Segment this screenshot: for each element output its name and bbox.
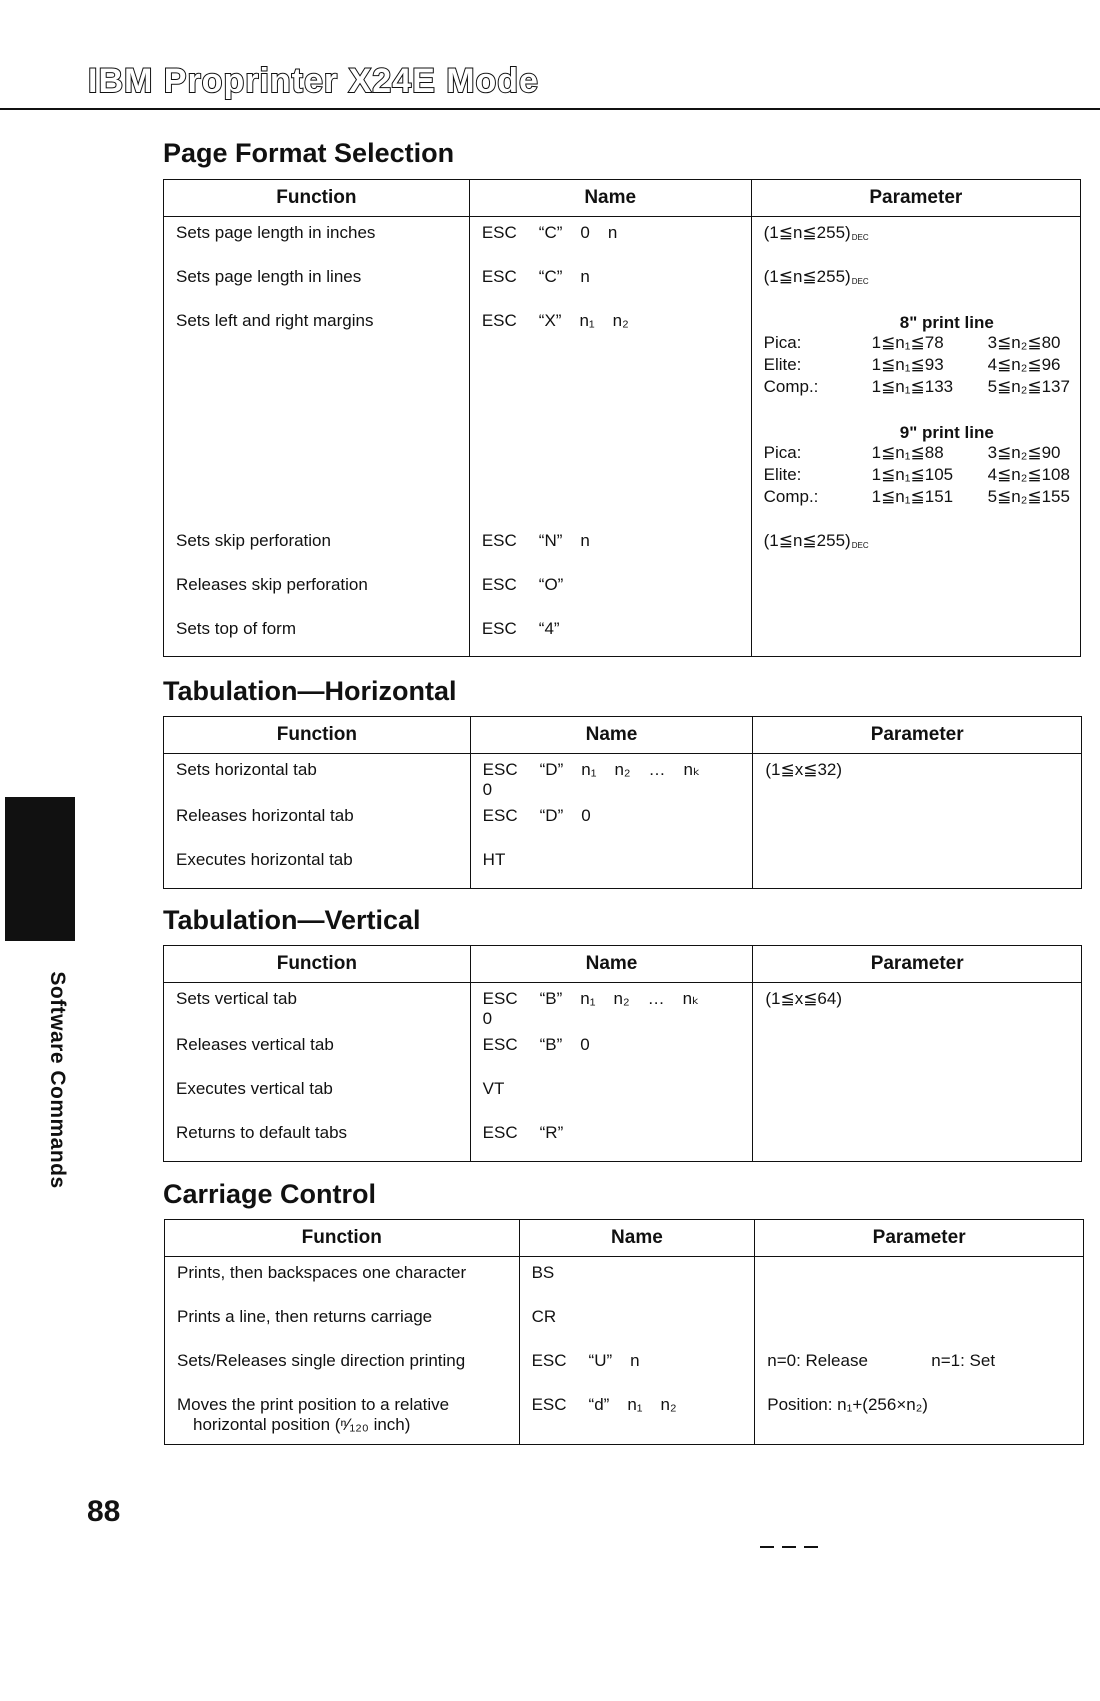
print-line-row bbox=[764, 443, 1070, 465]
print-line-row bbox=[764, 355, 1070, 377]
name-cell bbox=[470, 261, 751, 287]
table-row bbox=[165, 1345, 1084, 1389]
table-row bbox=[164, 525, 1081, 569]
command-token: ESC bbox=[481, 530, 517, 550]
command-token: n₁ bbox=[579, 310, 595, 330]
command-token: “4” bbox=[538, 618, 560, 638]
function-cell: Sets horizontal tab bbox=[176, 760, 317, 779]
command-token: ESC bbox=[481, 266, 517, 286]
column-header-name: Name bbox=[519, 1220, 755, 1257]
tab-vertical-table bbox=[163, 945, 1082, 1162]
page-number: 88 bbox=[87, 1495, 121, 1528]
function-cell: Sets page length in lines bbox=[176, 266, 362, 286]
command-token: ESC bbox=[531, 1350, 567, 1370]
command-token: … bbox=[648, 760, 666, 779]
parameter-release: n=0: Release bbox=[767, 1350, 868, 1370]
command-token: n bbox=[607, 223, 618, 242]
command-token: n bbox=[630, 1350, 640, 1370]
table-row bbox=[165, 1389, 1084, 1445]
print-line-n2-range: 5≦n₂≦137 bbox=[987, 376, 1070, 396]
print-line-n2-range: 4≦n₂≦108 bbox=[987, 464, 1070, 484]
function-cell: Prints, then backspaces one character bbox=[177, 1263, 467, 1282]
command-token: n₂ bbox=[660, 1394, 677, 1414]
print-line-parameters bbox=[752, 305, 1080, 509]
table-row bbox=[164, 800, 1082, 844]
column-header-parameter: Parameter bbox=[753, 946, 1082, 983]
print-line-font: Pica: bbox=[763, 332, 802, 352]
print-line-row bbox=[764, 487, 1070, 509]
column-header-name: Name bbox=[469, 180, 751, 217]
table-row bbox=[164, 613, 1081, 657]
command-token: BS bbox=[531, 1263, 555, 1282]
command-token: ESC bbox=[482, 1123, 518, 1142]
function-cell: Executes vertical tab bbox=[176, 1079, 333, 1098]
column-header-function: Function bbox=[164, 946, 471, 983]
page-header-title: IBM Proprinter X24E Mode bbox=[88, 62, 539, 100]
name-cell bbox=[470, 613, 751, 639]
table-header-row bbox=[165, 1220, 1084, 1257]
parameter-value: (1≦n≦255) bbox=[763, 530, 851, 550]
command-token: 0 bbox=[581, 806, 591, 825]
parameter-value: (1≦n≦255) bbox=[763, 266, 851, 286]
print-line-n2-range: 5≦n₂≦155 bbox=[987, 486, 1070, 506]
header-rule bbox=[0, 108, 1100, 110]
print-line-n1-range: 1≦n₁≦78 bbox=[871, 332, 944, 352]
table-row bbox=[164, 983, 1082, 1030]
function-cell: Sets left and right margins bbox=[176, 310, 374, 330]
command-token: “B” bbox=[539, 1035, 563, 1054]
section-title-tab-horizontal: Tabulation—Horizontal bbox=[163, 676, 457, 706]
function-line-1: Moves the print position to a relative bbox=[177, 1394, 450, 1414]
command-token: CR bbox=[531, 1306, 557, 1326]
name-cell bbox=[520, 1345, 755, 1371]
column-header-name: Name bbox=[470, 717, 753, 754]
command-token: nₖ bbox=[683, 760, 701, 779]
column-header-function: Function bbox=[165, 1220, 520, 1257]
command-token: “U” bbox=[588, 1350, 613, 1370]
print-line-font: Comp.: bbox=[763, 376, 819, 396]
table-row bbox=[164, 1029, 1082, 1073]
parameter-value: (1≦n≦255) bbox=[763, 223, 851, 242]
parameter-base: DEC bbox=[851, 233, 869, 242]
name-cell bbox=[470, 305, 751, 331]
print-line-font: Elite: bbox=[763, 354, 802, 374]
name-cell bbox=[471, 1073, 753, 1099]
parameter-cell bbox=[752, 217, 1080, 243]
command-token: ESC bbox=[531, 1394, 567, 1414]
table-row bbox=[165, 1257, 1084, 1301]
footer-dash bbox=[760, 1546, 774, 1548]
name-cell bbox=[470, 217, 751, 243]
name-cell bbox=[471, 1029, 753, 1055]
table-header-row bbox=[164, 946, 1082, 983]
command-token: ESC bbox=[481, 574, 517, 594]
print-line-row bbox=[764, 333, 1070, 355]
command-token: ESC bbox=[482, 989, 518, 1008]
function-cell: Sets page length in inches bbox=[176, 223, 376, 242]
command-token: 0 bbox=[482, 780, 493, 799]
function-cell: Returns to default tabs bbox=[176, 1123, 348, 1142]
command-token: 0 bbox=[482, 1009, 493, 1028]
parameter-cell bbox=[752, 569, 1080, 575]
command-token: “C” bbox=[538, 223, 563, 242]
table-row bbox=[164, 305, 1081, 525]
function-cell: Prints a line, then returns carriage bbox=[177, 1306, 433, 1326]
print-line-n1-range: 1≦n₁≦93 bbox=[871, 354, 944, 374]
print-line-8-heading: 8" print line bbox=[899, 312, 994, 332]
name-cell bbox=[470, 525, 751, 551]
command-token: “R” bbox=[539, 1123, 564, 1142]
print-line-n1-range: 1≦n₁≦88 bbox=[871, 442, 944, 462]
command-token: n₂ bbox=[612, 310, 629, 330]
command-token: 0 bbox=[580, 1035, 590, 1054]
function-cell bbox=[165, 1389, 519, 1435]
column-header-parameter: Parameter bbox=[753, 717, 1082, 754]
footer-dash bbox=[782, 1546, 796, 1548]
parameter-cell bbox=[752, 525, 1080, 551]
command-token: VT bbox=[482, 1079, 505, 1098]
name-cell bbox=[471, 1117, 753, 1143]
chapter-tab-label: Chap. 5 bbox=[32, 1630, 55, 1701]
function-cell: Sets vertical tab bbox=[176, 989, 297, 1008]
table-row bbox=[164, 261, 1081, 305]
command-token: ESC bbox=[482, 806, 518, 825]
function-cell: Releases skip perforation bbox=[176, 574, 368, 594]
table-row bbox=[164, 844, 1082, 888]
command-token: ESC bbox=[481, 310, 517, 330]
section-title-tab-vertical: Tabulation—Vertical bbox=[163, 905, 421, 935]
table-row bbox=[165, 1301, 1084, 1345]
parameter-cell bbox=[753, 1029, 1081, 1035]
parameter-cell: (1≦x≦32) bbox=[765, 760, 843, 779]
command-token: n₁ bbox=[627, 1394, 643, 1414]
table-row bbox=[164, 754, 1082, 801]
parameter-set: n=1: Set bbox=[931, 1350, 996, 1370]
name-cell bbox=[520, 1257, 755, 1283]
name-cell bbox=[471, 800, 753, 826]
command-token: “D” bbox=[539, 806, 564, 825]
print-line-font: Comp.: bbox=[763, 486, 819, 506]
print-line-n1-range: 1≦n₁≦133 bbox=[871, 376, 954, 396]
command-token: n₁ bbox=[581, 760, 597, 779]
function-cell: Releases vertical tab bbox=[176, 1035, 334, 1054]
print-line-row bbox=[764, 377, 1070, 399]
command-token: n₂ bbox=[613, 989, 630, 1008]
name-cell bbox=[520, 1389, 755, 1415]
function-line-2: horizontal position (ⁿ⁄₁₂₀ inch) bbox=[193, 1414, 411, 1434]
section-title-page-format: Page Format Selection bbox=[163, 138, 455, 168]
table-row bbox=[164, 217, 1081, 261]
column-header-function: Function bbox=[164, 717, 471, 754]
command-token: “B” bbox=[539, 989, 563, 1008]
command-token: HT bbox=[482, 850, 506, 869]
function-cell: Sets skip perforation bbox=[176, 530, 331, 550]
parameter-cell bbox=[752, 613, 1080, 619]
command-token: ESC bbox=[482, 760, 518, 779]
table-row bbox=[164, 1073, 1082, 1117]
column-header-function: Function bbox=[164, 180, 470, 217]
command-token: “N” bbox=[538, 530, 563, 550]
function-cell: Releases horizontal tab bbox=[176, 806, 354, 825]
command-token: nₖ bbox=[682, 989, 700, 1008]
column-header-name: Name bbox=[470, 946, 753, 983]
command-token: “D” bbox=[539, 760, 564, 779]
print-line-n2-range: 4≦n₂≦96 bbox=[987, 354, 1061, 374]
print-line-9-heading: 9" print line bbox=[899, 422, 994, 442]
function-cell: Sets/Releases single direction printing bbox=[177, 1350, 466, 1370]
print-line-9-rows bbox=[764, 443, 1070, 509]
parameter-base: DEC bbox=[851, 276, 869, 286]
print-line-n2-range: 3≦n₂≦80 bbox=[987, 332, 1061, 352]
command-token: ESC bbox=[482, 1035, 518, 1054]
print-line-font: Elite: bbox=[763, 464, 802, 484]
table-row bbox=[164, 1117, 1082, 1161]
name-cell bbox=[471, 983, 753, 1029]
parameter-cell bbox=[755, 1257, 1083, 1263]
print-line-row bbox=[764, 465, 1070, 487]
command-token: … bbox=[647, 989, 665, 1008]
page-format-table bbox=[163, 179, 1081, 657]
section-title-carriage-control: Carriage Control bbox=[163, 1179, 377, 1209]
parameter-base: DEC bbox=[851, 540, 869, 550]
column-header-parameter: Parameter bbox=[755, 1220, 1084, 1257]
chapter-side-label: Software Commands bbox=[46, 971, 69, 1189]
parameter-cell bbox=[753, 1117, 1081, 1123]
carriage-control-table bbox=[164, 1219, 1084, 1445]
command-token: n bbox=[580, 530, 590, 550]
print-line-n1-range: 1≦n₁≦105 bbox=[871, 464, 954, 484]
parameter-cell bbox=[753, 1073, 1081, 1079]
table-header-row bbox=[164, 717, 1082, 754]
parameter-cell: (1≦x≦64) bbox=[765, 989, 843, 1008]
print-line-n1-range: 1≦n₁≦151 bbox=[871, 486, 954, 506]
tab-horizontal-table bbox=[163, 716, 1082, 889]
function-cell: Sets top of form bbox=[176, 618, 296, 638]
parameter-cell bbox=[755, 1345, 1083, 1371]
column-header-parameter: Parameter bbox=[751, 180, 1080, 217]
command-token: “X” bbox=[538, 310, 562, 330]
parameter-cell: Position: n₁+(256×n₂) bbox=[767, 1394, 928, 1414]
command-token: “O” bbox=[538, 574, 564, 594]
name-cell bbox=[471, 754, 753, 800]
print-line-font: Pica: bbox=[763, 442, 802, 462]
command-token: “C” bbox=[538, 266, 563, 286]
command-token: 0 bbox=[580, 223, 590, 242]
print-line-8-rows bbox=[764, 333, 1070, 399]
name-cell bbox=[470, 569, 751, 595]
name-cell bbox=[471, 844, 753, 870]
print-line-n2-range: 3≦n₂≦90 bbox=[987, 442, 1061, 462]
command-token: “d” bbox=[588, 1394, 610, 1414]
command-token: n bbox=[580, 266, 590, 286]
command-token: ESC bbox=[481, 223, 517, 242]
function-cell: Executes horizontal tab bbox=[176, 850, 353, 869]
parameter-cell bbox=[753, 800, 1081, 806]
table-header-row bbox=[164, 180, 1081, 217]
footer-dash bbox=[804, 1546, 818, 1548]
table-row bbox=[164, 569, 1081, 613]
command-token: ESC bbox=[481, 618, 517, 638]
parameter-cell bbox=[752, 261, 1080, 287]
name-cell bbox=[520, 1301, 755, 1327]
parameter-cell bbox=[753, 844, 1081, 850]
command-token: n₂ bbox=[614, 760, 631, 779]
command-token: n₁ bbox=[580, 989, 596, 1008]
parameter-cell bbox=[755, 1301, 1083, 1307]
